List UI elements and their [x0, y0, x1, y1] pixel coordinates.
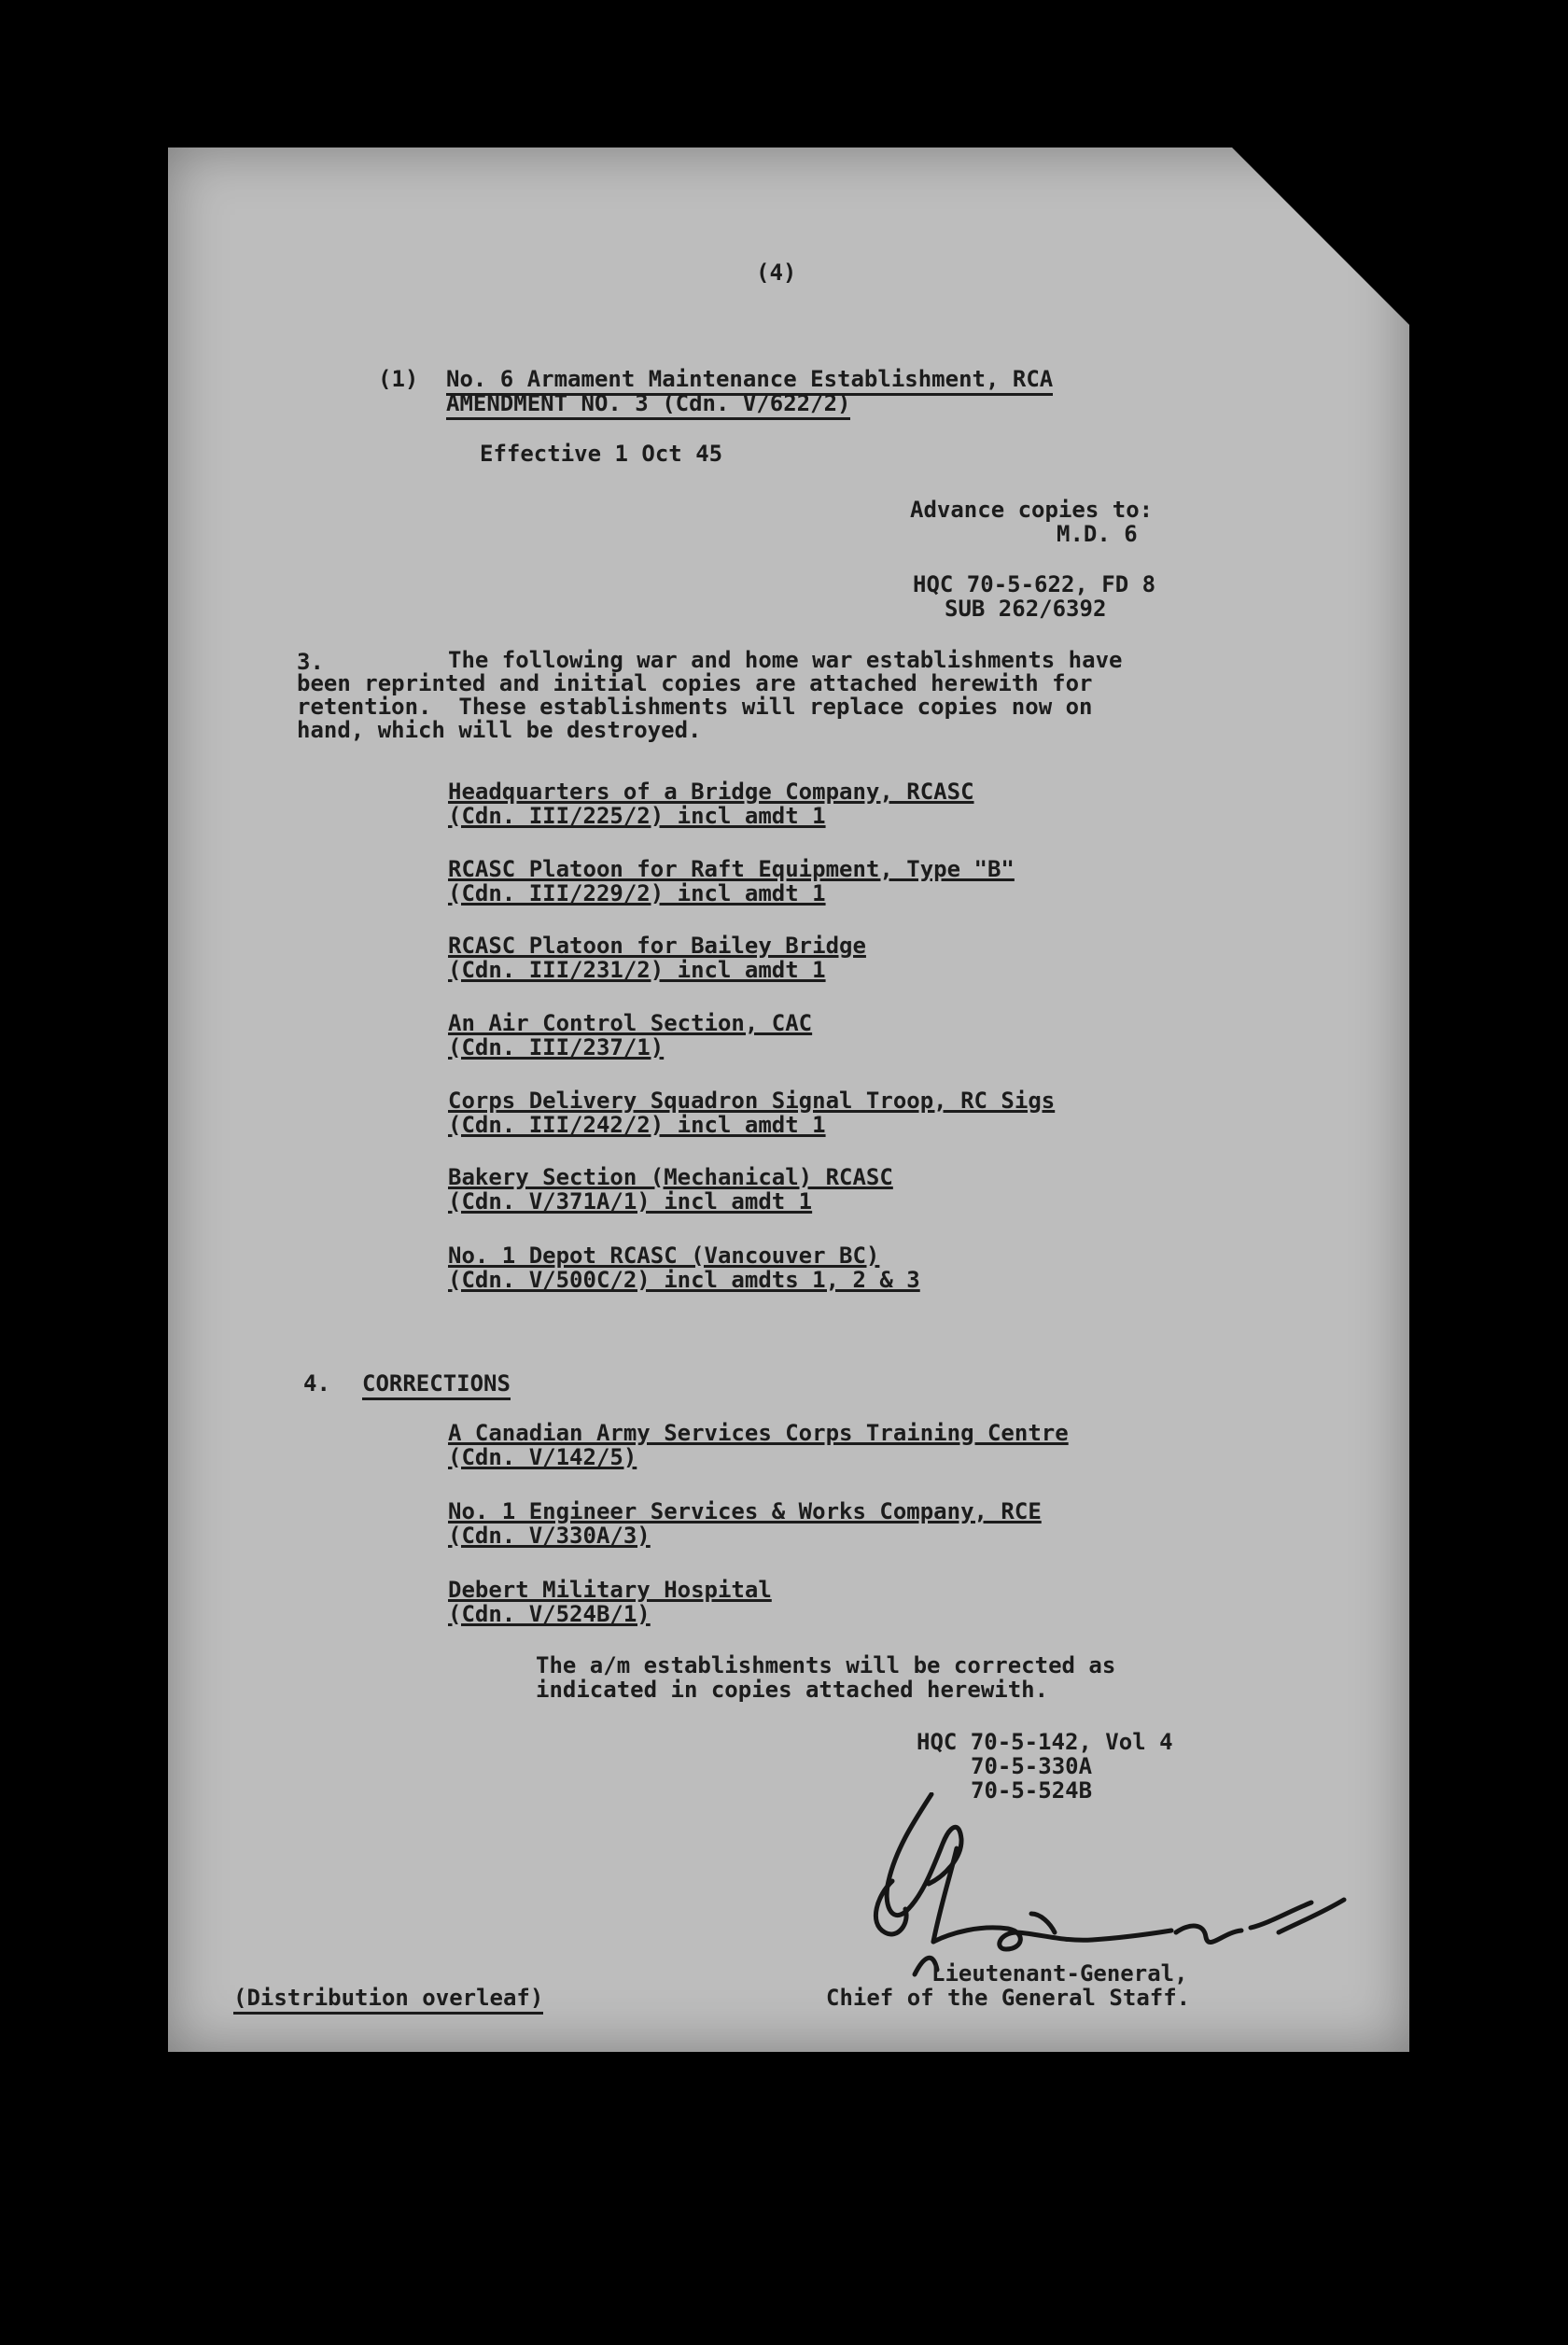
establishment-title: RCASC Platoon for Raft Equipment, Type "B"	[448, 856, 1015, 882]
establishment-item	[448, 857, 1015, 906]
establishment-ref: (Cdn. III/231/2) incl amdt 1	[448, 957, 826, 983]
correction-title: Debert Military Hospital	[448, 1577, 772, 1603]
section1-amendment: AMENDMENT NO. 3 (Cdn. V/622/2)	[446, 390, 850, 420]
correction-ref: (Cdn. V/524B/1)	[448, 1601, 651, 1627]
corrections-ref-line1: HQC 70-5-142, Vol 4	[917, 1729, 1173, 1755]
establishment-item	[448, 1011, 812, 1060]
advance-copies-line1: Advance copies to:	[910, 497, 1154, 523]
file-ref-line1: HQC 70-5-622, FD 8	[913, 571, 1156, 597]
establishment-item	[448, 1165, 893, 1214]
establishment-ref: (Cdn. III/237/1)	[448, 1034, 665, 1060]
corrections-note-line2: indicated in copies attached herewith.	[536, 1677, 1049, 1703]
establishment-title: RCASC Platoon for Bailey Bridge	[448, 933, 866, 959]
establishment-ref: (Cdn. III/225/2) incl amdt 1	[448, 803, 826, 829]
correction-item	[448, 1421, 1069, 1469]
correction-title: No. 1 Engineer Services & Works Company, RCE	[448, 1498, 1042, 1524]
correction-item	[448, 1578, 772, 1626]
establishment-title: Headquarters of a Bridge Company, RCASC	[448, 779, 974, 805]
establishment-title: An Air Control Section, CAC	[448, 1010, 813, 1036]
establishment-ref: (Cdn. V/500C/2) incl amdts 1, 2 & 3	[448, 1267, 920, 1293]
section1-title: No. 6 Armament Maintenance Establishment, RCA	[446, 366, 1053, 396]
establishment-item	[448, 779, 974, 828]
establishment-title: Bakery Section (Mechanical) RCASC	[448, 1164, 893, 1190]
establishment-item	[448, 1243, 920, 1292]
para3-line-3: retention. These establishments will replace copies now on	[297, 694, 1093, 720]
page-number: (4)	[756, 260, 797, 286]
establishment-item	[448, 1088, 1055, 1137]
corrections-ref-line3: 70-5-524B	[971, 1777, 1093, 1804]
establishment-item	[448, 934, 866, 982]
para3-line-4: hand, which will be destroyed.	[297, 717, 702, 743]
establishment-title: No. 1 Depot RCASC (Vancouver BC)	[448, 1243, 880, 1269]
correction-ref: (Cdn. V/330A/3)	[448, 1523, 651, 1549]
para4-number: 4.	[303, 1370, 330, 1397]
advance-copies-line2: M.D. 6	[1057, 521, 1138, 547]
correction-ref: (Cdn. V/142/5)	[448, 1444, 637, 1470]
signatory-rank: Lieutenant-General,	[931, 1960, 1188, 1987]
para3-text	[297, 649, 1122, 742]
corrections-heading: CORRECTIONS	[362, 1370, 511, 1400]
signatory-title: Chief of the General Staff.	[826, 1985, 1191, 2011]
establishment-ref: (Cdn. III/242/2) incl amdt 1	[448, 1112, 826, 1138]
file-ref-line2: SUB 262/6392	[945, 596, 1107, 622]
establishment-ref: (Cdn. III/229/2) incl amdt 1	[448, 880, 826, 906]
establishment-ref: (Cdn. V/371A/1) incl amdt 1	[448, 1188, 813, 1215]
para3-number: 3.	[297, 649, 324, 675]
corrections-note-line1: The a/m establishments will be corrected as	[536, 1652, 1116, 1678]
establishment-title: Corps Delivery Squadron Signal Troop, RC Sigs	[448, 1088, 1056, 1114]
distribution-note: (Distribution overleaf)	[233, 1985, 543, 2015]
correction-item	[448, 1499, 1042, 1548]
effective-date: Effective 1 Oct 45	[480, 441, 723, 467]
para3-line-1: The following war and home war establishments have	[448, 647, 1123, 673]
corrections-ref-line2: 70-5-330A	[971, 1753, 1093, 1779]
correction-title: A Canadian Army Services Corps Training Centre	[448, 1420, 1069, 1446]
section1-label: (1)	[378, 366, 419, 392]
para3-line-2: been reprinted and initial copies are attached herewith for	[297, 670, 1093, 696]
